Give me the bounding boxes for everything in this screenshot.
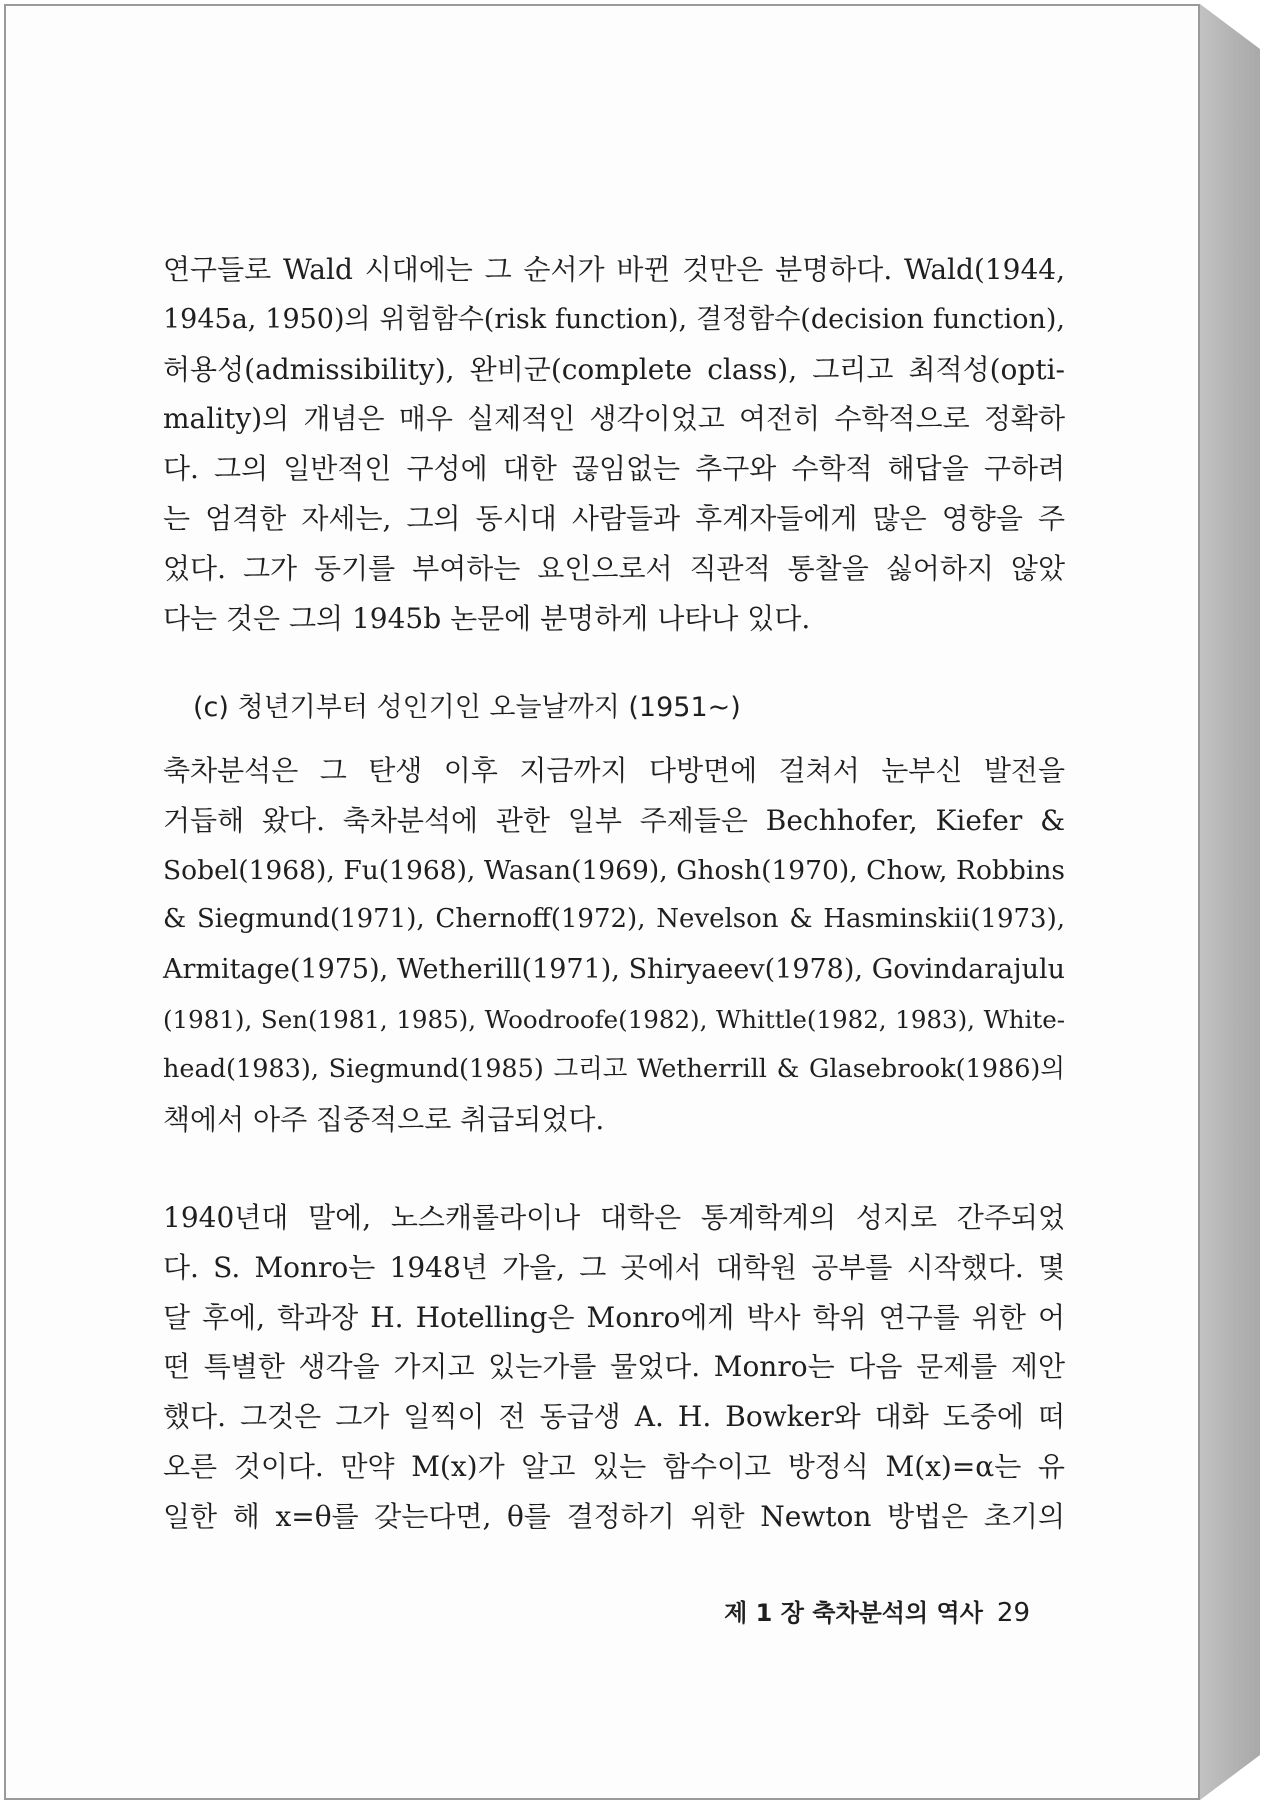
text-line: 1940년대 말에, 노스캐롤라이나 대학은 통계학계의 성지로 간주되었: [163, 1201, 1065, 1234]
page-stack-edge: [1200, 4, 1260, 1800]
section-heading: (c) 청년기부터 성인기인 오늘날까지 (1951~): [193, 692, 741, 723]
running-footer: [724, 1595, 1030, 1631]
text-line: 연구들로 Wald 시대에는 그 순서가 바뀐 것만은 분명하다. Wald(1944,: [163, 253, 1065, 286]
page-number: 29: [996, 1598, 1030, 1628]
text-line: 달 후에, 학과장 H. Hotelling은 Monro에게 박사 학위 연구를 위한 어: [163, 1300, 1066, 1334]
text-line: 일한 해 x=θ를 갖는다면, θ를 결정하기 위한 Newton 방법은 초기의: [163, 1499, 1065, 1533]
text-line: 오른 것이다. 만약 M(x)가 알고 있는 함수이고 방정식 M(x)=α는 유: [163, 1449, 1065, 1483]
text-line: 떤 특별한 생각을 가지고 있는가를 물었다. Monro는 다음 문제를 제안: [163, 1350, 1065, 1384]
text-line: 1945a, 1950)의 위험함수(risk function), 결정함수(decision function),: [163, 303, 1065, 335]
text-line: 축차분석은 그 탄생 이후 지금까지 다방면에 걸쳐서 눈부신 발전을: [163, 754, 1065, 787]
text-line: 허용성(admissibility), 완비군(complete class), 그리고 최적성(opti-: [163, 352, 1065, 386]
paragraph-monro: [163, 1193, 1065, 1542]
text-line: 거듭해 왔다. 축차분석에 관한 일부 주제들은 Bechhofer, Kiefer &: [163, 803, 1065, 837]
text-line: 했다. 그것은 그가 일찍이 전 동급생 A. H. Bowker와 대화 도중에 떠: [163, 1400, 1065, 1434]
text-line: head(1983), Siegmund(1985) 그리고 Wetherrill & Glasebrook(1986)의: [163, 1053, 1065, 1084]
text-line: 는 엄격한 자세는, 그의 동시대 사람들과 후계자들에게 많은 영향을 주: [163, 501, 1065, 535]
text-line: 다는 것은 그의 1945b 논문에 분명하게 나타나 있다.: [163, 601, 811, 635]
chapter-title: 제 1 장 축차분석의 역사: [724, 1599, 983, 1627]
text-line: 다. S. Monro는 1948년 가을, 그 곳에서 대학원 공부를 시작했다. 몇: [163, 1250, 1065, 1284]
paragraph-wald: [163, 245, 1065, 643]
text-line: 었다. 그가 동기를 부여하는 요인으로서 직관적 통찰을 싫어하지 않았: [163, 551, 1065, 585]
paragraph-development: [163, 746, 1065, 1144]
text-line: mality)의 개념은 매우 실제적인 생각이었고 여전히 수학적으로 정확하: [163, 402, 1065, 436]
text-line: Sobel(1968), Fu(1968), Wasan(1969), Ghosh(1970), Chow, Robbins: [163, 854, 1065, 886]
text-line: & Siegmund(1971), Chernoff(1972), Nevelson & Hasminskii(1973),: [163, 904, 1065, 935]
text-line: 다. 그의 일반적인 구성에 대한 끊임없는 추구와 수학적 해답을 구하려: [163, 452, 1065, 486]
text-line: (1981), Sen(1981, 1985), Woodroofe(1982), Whittle(1982, 1983), White-: [163, 1004, 1065, 1034]
text-line: 책에서 아주 집중적으로 취급되었다.: [163, 1102, 605, 1136]
text-line: Armitage(1975), Wetherill(1971), Shiryaeev(1978), Govindarajulu: [163, 954, 1065, 986]
